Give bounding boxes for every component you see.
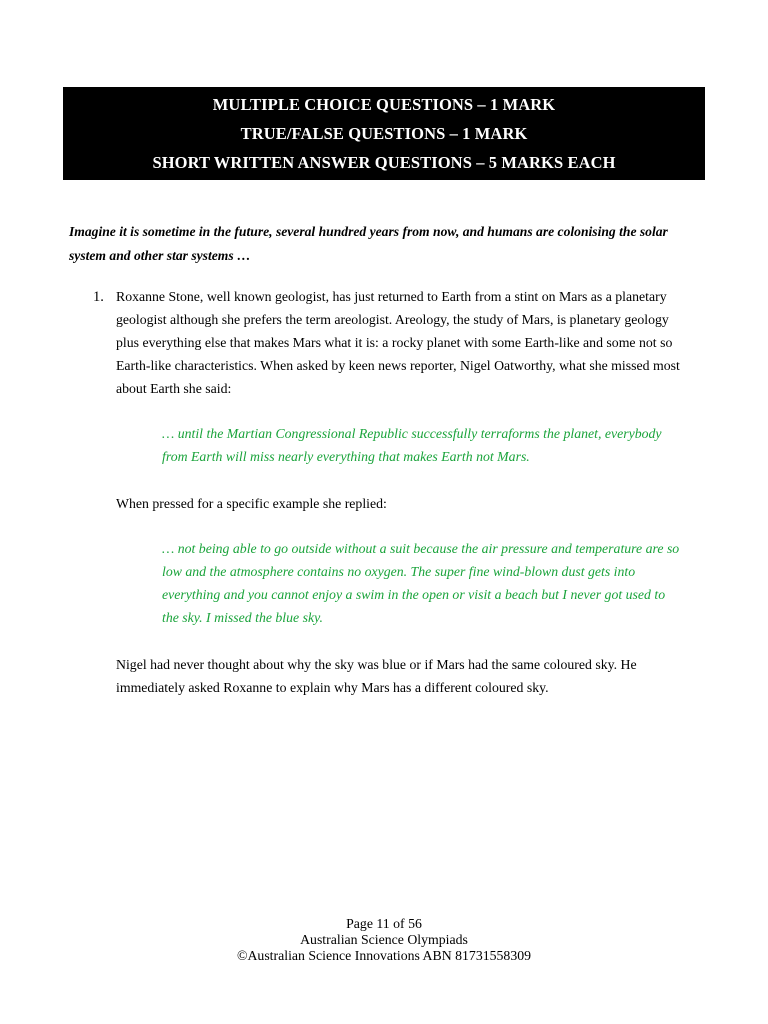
header-line-true-false: TRUE/FALSE QUESTIONS – 1 MARK	[240, 124, 528, 143]
question-paragraph-2	[116, 492, 706, 515]
paragraph-line: about Earth she said:	[116, 381, 232, 396]
paragraph-line: plus everything else that makes Mars what it is: a rocky planet with some Earth-like and some not so	[116, 335, 673, 350]
quote-line: low and the atmosphere contains no oxygen. The super fine wind-blown dust gets into	[162, 564, 636, 579]
section-header-box	[63, 87, 705, 180]
question-paragraph-3	[116, 653, 706, 699]
footer-page-number: Page 11 of 56	[346, 916, 422, 931]
quote-line: the sky. I missed the blue sky.	[162, 610, 323, 625]
header-line-multiple-choice: MULTIPLE CHOICE QUESTIONS – 1 MARK	[212, 95, 556, 114]
quote-1	[162, 422, 707, 468]
question-paragraph-1	[116, 285, 706, 400]
quote-line: … not being able to go outside without a suit because the air pressure and temperature are so	[162, 541, 680, 556]
paragraph-line: Nigel had never thought about why the sky was blue or if Mars had the same coloured sky. He	[116, 657, 637, 672]
paragraph-line: When pressed for a specific example she replied:	[116, 496, 387, 511]
paragraph-line: Earth-like characteristics. When asked by keen news reporter, Nigel Oatworthy, what she missed most	[116, 358, 680, 373]
quote-line: from Earth will miss nearly everything that makes Earth not Mars.	[162, 449, 530, 464]
question-number: 1.	[93, 289, 104, 305]
paragraph-line: geologist although she prefers the term areologist. Areology, the study of Mars, is planetary geology	[116, 312, 669, 327]
footer-copyright: ©Australian Science Innovations ABN 81731558309	[236, 948, 532, 963]
paragraph-line: immediately asked Roxanne to explain why Mars has a different coloured sky.	[116, 680, 549, 695]
header-line-short-answer: SHORT WRITTEN ANSWER QUESTIONS – 5 MARKS EACH	[152, 153, 616, 172]
quote-line: everything and you cannot enjoy a swim in the open or visit a beach but I never got used to	[162, 587, 666, 602]
paragraph-line: Roxanne Stone, well known geologist, has just returned to Earth from a stint on Mars as a planetary	[116, 289, 667, 304]
intro-line: Imagine it is sometime in the future, several hundred years from now, and humans are colonising the solar	[69, 224, 668, 239]
intro-text	[69, 220, 709, 268]
quote-2	[162, 537, 707, 629]
quote-line: … until the Martian Congressional Republic successfully terraforms the planet, everybody	[162, 426, 662, 441]
intro-line: system and other star systems …	[69, 248, 251, 263]
page-footer	[0, 916, 768, 964]
footer-organisation: Australian Science Olympiads	[300, 932, 468, 947]
